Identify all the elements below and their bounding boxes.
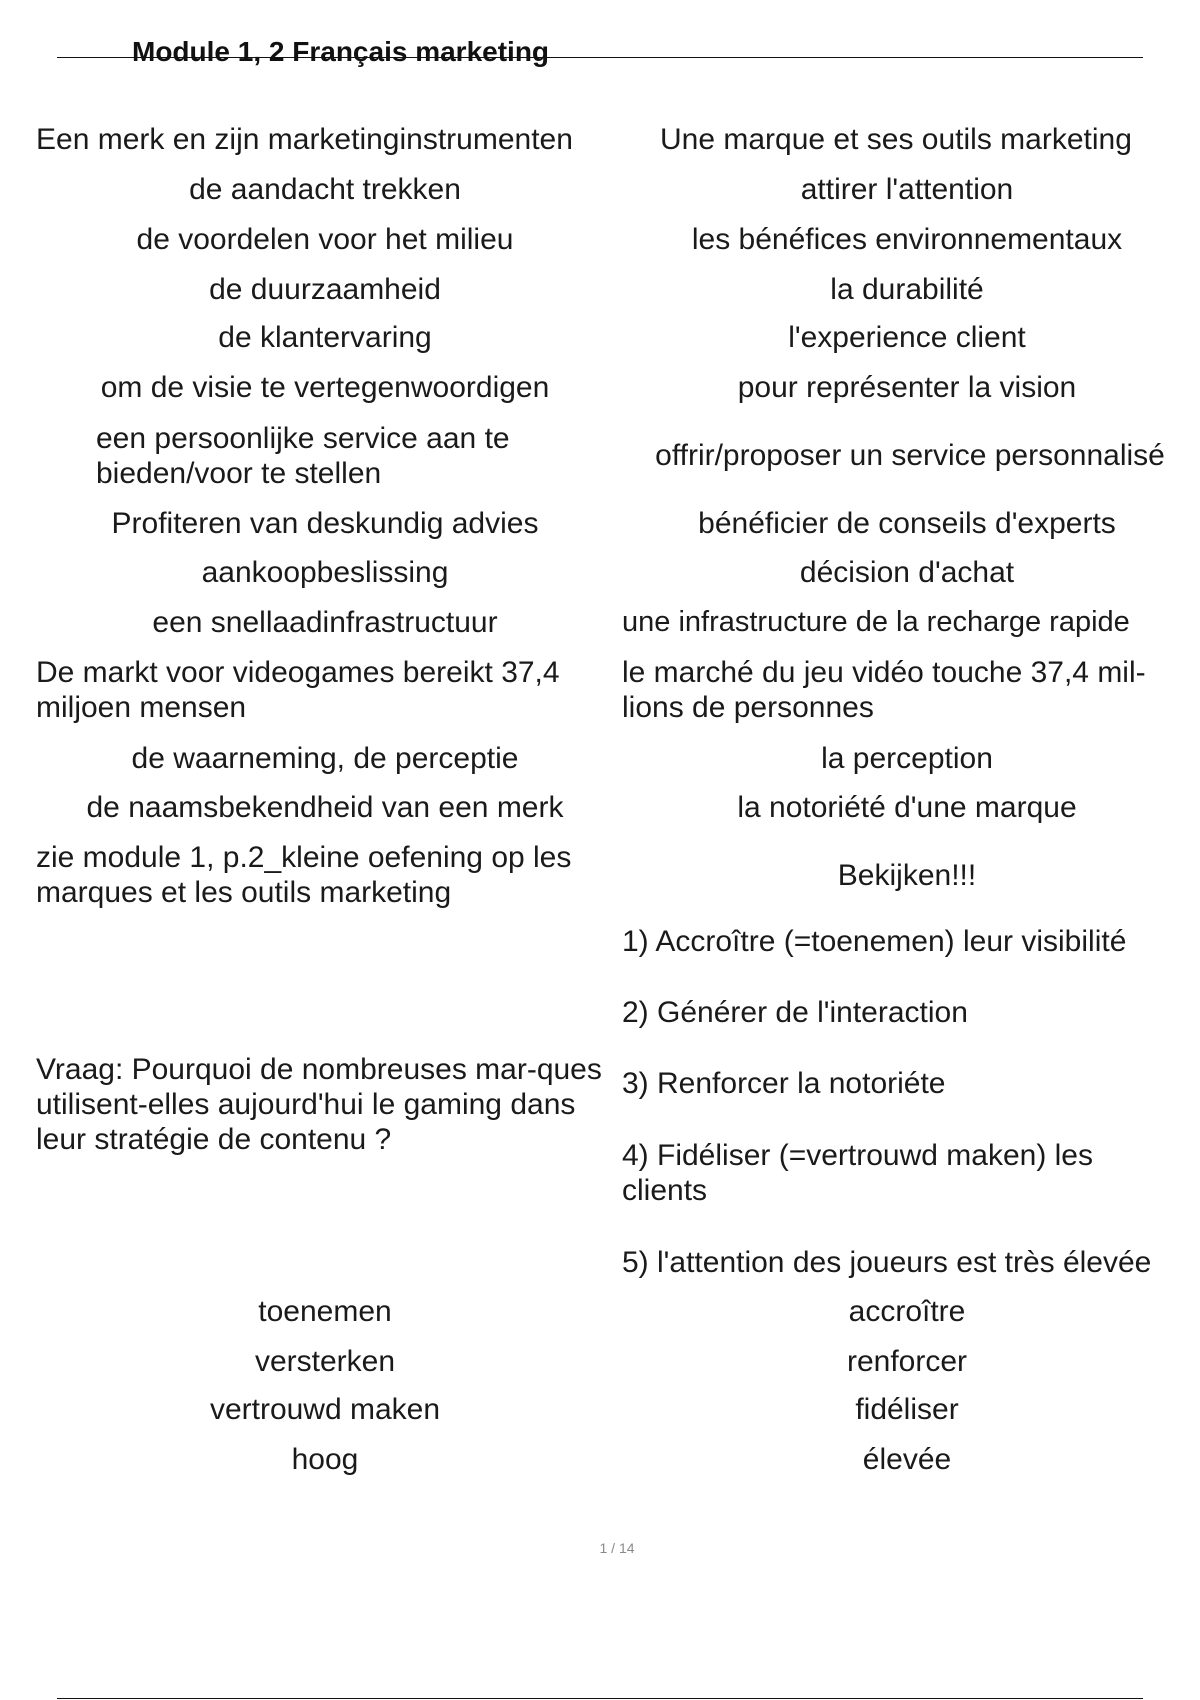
vocab-2-french: renforcer [846,1345,968,1378]
vocab-3-french: fidéliser [855,1393,959,1426]
row-7-french: offrir/proposer un service personnalisé [655,439,1165,472]
vocab-1-french: accroître [848,1295,966,1328]
row-12-dutch: de waarneming, de perceptie [131,742,519,775]
answer-3: 3) Renforcer la notoriéte [622,1067,946,1100]
row-2-french: attirer l'attention [800,173,1014,206]
row-2-dutch: de aandacht trekken [189,173,461,206]
row-7-dutch: een persoonlijke service aan te bieden/voor te stellen [96,422,510,490]
row-6-french: pour représenter la vision [737,371,1077,404]
row-3-french: les bénéfices environnementaux [691,223,1123,256]
answer-2: 2) Générer de l'interaction [622,996,968,1029]
question-text: Vraag: Pourquoi de nombreuses mar-ques utilisent-elles aujourd'hui le gaming dans leur stratégie de contenu ? [36,1053,602,1156]
vocab-3-dutch: vertrouwd maken [209,1393,441,1426]
row-10-french: une infrastructure de la recharge rapide [622,606,1130,638]
vocab-1-dutch: toenemen [258,1295,392,1328]
row-8-french: bénéficier de conseils d'experts [698,507,1116,540]
page-indicator: 1 / 14 [599,1540,635,1556]
row-14-dutch: zie module 1, p.2_kleine oefening op les marques et les outils marketing [36,841,572,909]
row-6-dutch: om de visie te vertegenwoordigen [100,371,550,404]
row-4-french: la durabilité [830,273,984,306]
row-14-french: Bekijken!!! [837,859,977,892]
vocab-4-french: élevée [862,1443,952,1476]
row-8-dutch: Profiteren van deskundig advies [111,507,539,540]
row-1-french: Une marque et ses outils marketing [660,123,1132,156]
document-title: Module 1, 2 Français marketing [132,36,550,67]
row-11-dutch: De markt voor videogames bereikt 37,4 miljoen mensen [36,656,560,724]
row-11-french: le marché du jeu vidéo touche 37,4 mil-lions de personnes [622,656,1146,724]
row-9-dutch: aankoopbeslissing [201,556,449,589]
row-13-dutch: de naamsbekendheid van een merk [86,791,564,824]
row-5-dutch: de klantervaring [218,321,432,354]
row-4-dutch: de duurzaamheid [209,273,441,306]
row-12-french: la perception [821,742,993,775]
row-5-french: l'experience client [788,321,1026,354]
row-9-french: décision d'achat [799,556,1015,589]
row-1-dutch: Een merk en zijn marketinginstrumenten [36,123,573,156]
row-3-dutch: de voordelen voor het milieu [136,223,514,256]
row-13-french: la notoriété d'une marque [737,791,1077,824]
vocab-4-dutch: hoog [291,1443,359,1476]
answer-4: 4) Fidéliser (=vertrouwd maken) les clients [622,1139,1093,1207]
bottom-rule [57,1698,1143,1699]
row-10-dutch: een snellaadinfrastructuur [152,606,498,639]
answer-1: 1) Accroître (=toenemen) leur visibilité [622,925,1127,958]
vocab-2-dutch: versterken [254,1345,396,1378]
answer-5: 5) l'attention des joueurs est très élevée [622,1246,1152,1279]
